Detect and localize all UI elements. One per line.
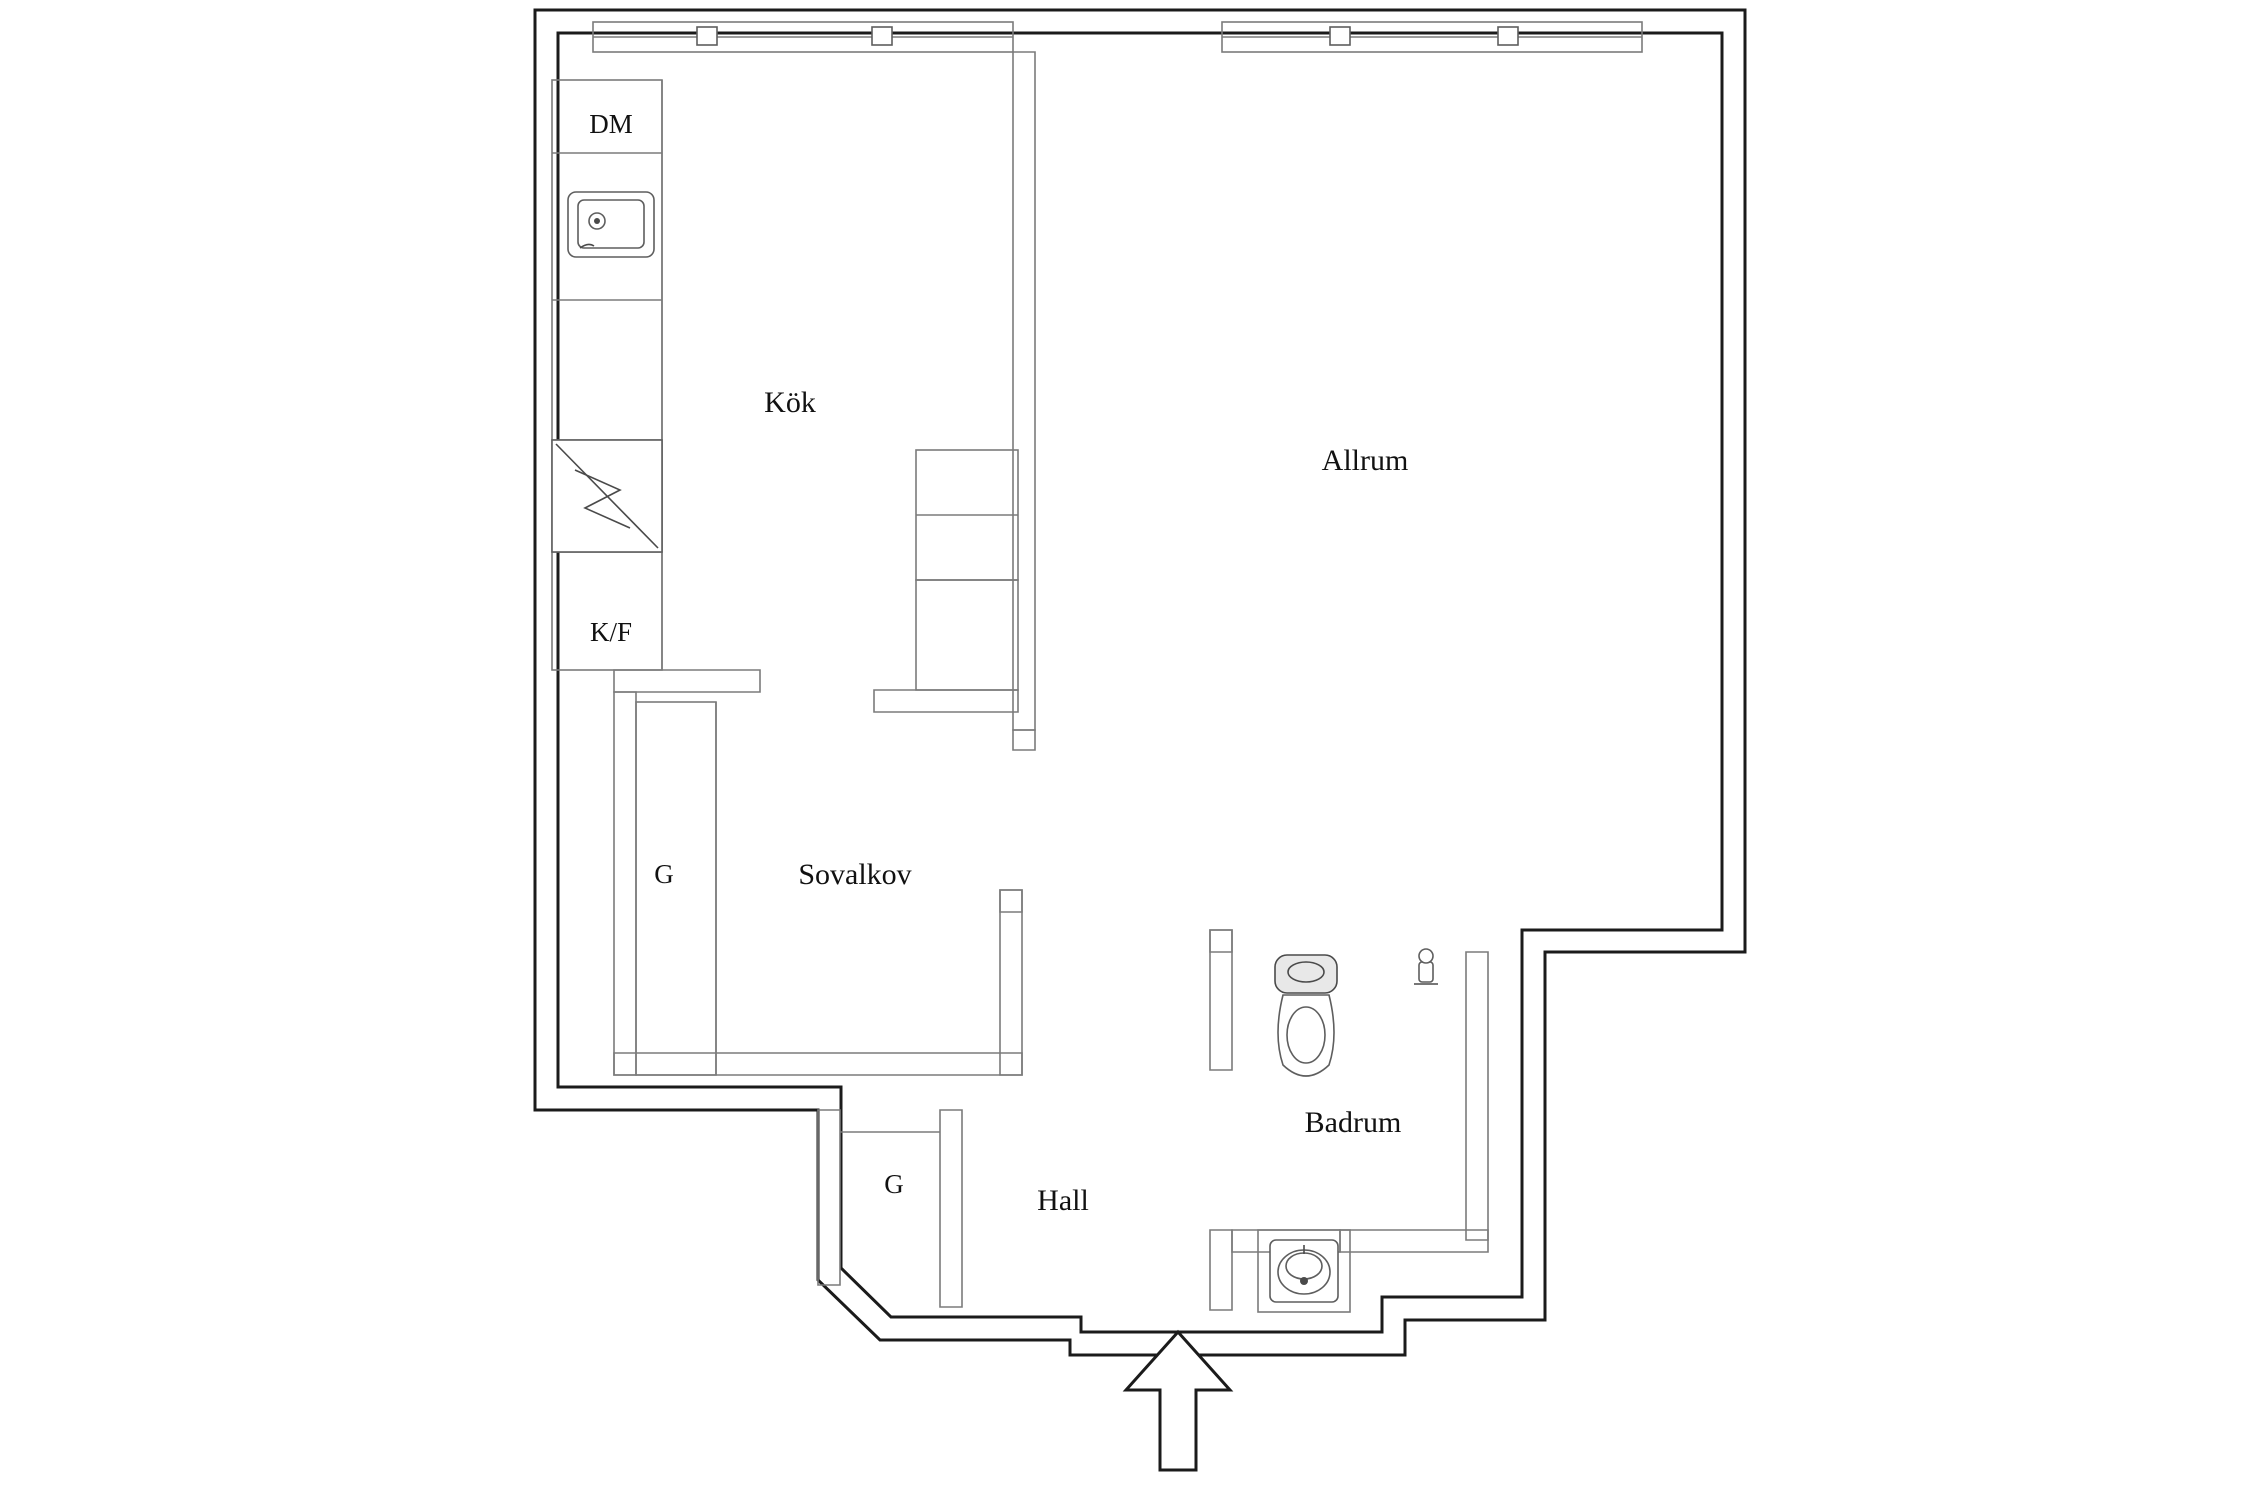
sink-fixture — [568, 192, 654, 257]
entrance-arrow-icon — [1126, 1332, 1230, 1470]
washbasin-fixture — [1258, 1230, 1350, 1312]
window-livingroom — [1222, 22, 1642, 52]
toilet-fixture — [1275, 955, 1337, 1076]
room-label-badrum: Badrum — [1304, 1105, 1402, 1139]
window-kitchen — [593, 22, 1013, 52]
kitchen-counter — [552, 80, 662, 670]
room-label-allrum: Allrum — [1321, 443, 1409, 477]
room-label-hall: Hall — [1037, 1183, 1089, 1217]
interior-wall-kitchen-living — [1013, 52, 1035, 750]
annotation-g-hall: G — [884, 1169, 904, 1200]
stove-fixture — [552, 440, 662, 552]
builtin-cabinet-living — [874, 450, 1018, 712]
floor-drain-fixture — [1414, 949, 1438, 984]
room-label-sovalkov: Sovalkov — [798, 857, 912, 891]
room-label-kok: Kök — [764, 385, 816, 419]
interior-wall-hall — [818, 1110, 962, 1307]
wardrobe-bedroom — [636, 702, 716, 1075]
annotation-dm: DM — [589, 109, 633, 140]
annotation-g-bedroom: G — [654, 859, 674, 890]
outer-wall-outline — [535, 10, 1745, 1355]
annotation-kf: K/F — [589, 617, 633, 648]
interior-wall-bedroom-right — [614, 890, 1022, 1075]
